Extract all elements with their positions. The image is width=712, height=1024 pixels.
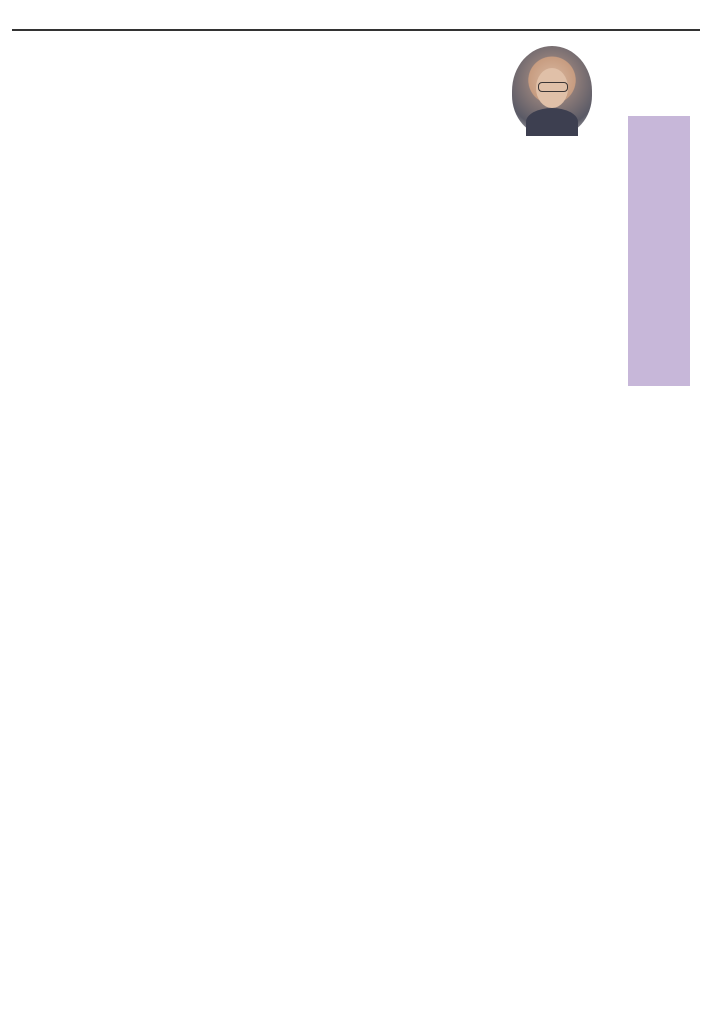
author-portrait xyxy=(512,46,592,136)
article-top-text-area xyxy=(408,40,506,320)
portrait-jacket xyxy=(526,108,578,136)
portrait-glasses xyxy=(538,82,568,92)
header-rule xyxy=(12,29,700,31)
page-header xyxy=(0,0,712,30)
article-title-banner xyxy=(628,116,690,386)
